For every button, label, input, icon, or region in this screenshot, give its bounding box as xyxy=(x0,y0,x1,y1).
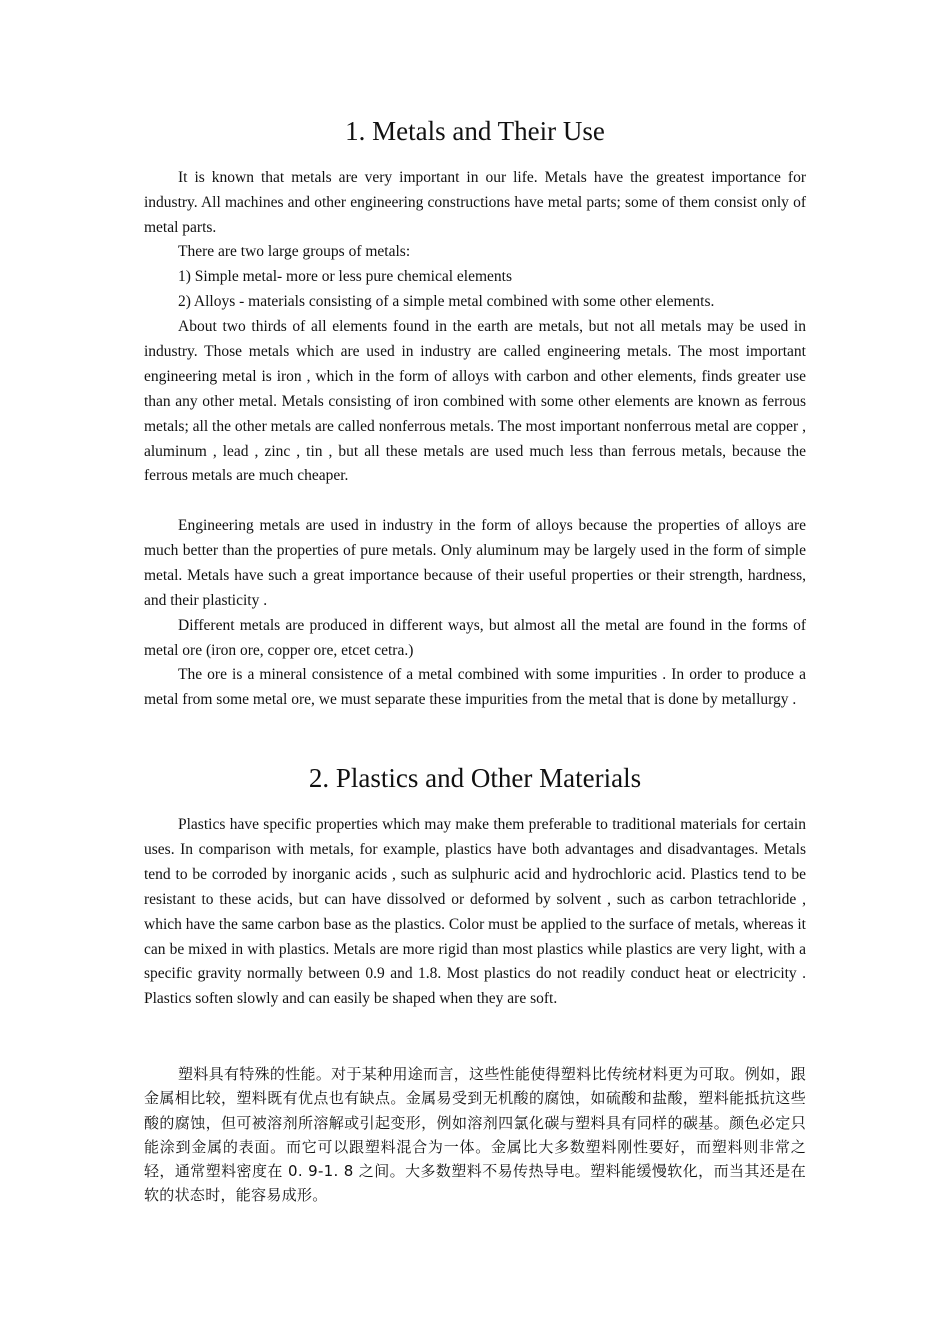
section-2-chinese-paragraph: 塑料具有特殊的性能。对于某种用途而言，这些性能使得塑料比传统材料更为可取。例如，跟金属相比较，塑料既有优点也有缺点。金属易受到无机酸的腐蚀，如硫酸和盐酸，塑料能抵抗这些酸的腐蚀，但可被溶剂所溶解或引起变形，例如溶剂四氯化碳与塑料具有同样的碳基。颜色必定只能涂到金属的表面。而它可以跟塑料混合为一体。金属比大多数塑料刚性要好，而塑料则非常之轻，通常塑料密度在 0. 9-1. 8 之间。大多数塑料不易传热导电。塑料能缓慢软化，而当其还是在软的状态时，能容易成形。 xyxy=(144,1065,806,1205)
section-1-paragraph-6: Engineering metals are used in industry in the form of alloys because the properties of alloys are much better than the properties of pure metals. Only aluminum may be largely used in the form of simple metal. Metals have such a great importance because of their useful properties or their strength, hardness, and their plasticity . xyxy=(144,517,806,609)
section-1-paragraph-7: Different metals are produced in different ways, but almost all the metal are found in the forms of metal ore (iron ore, copper ore, etcet cetra.) xyxy=(144,617,806,659)
section-1-paragraph-1: It is known that metals are very important in our life. Metals have the greatest importance for industry. All machines and other engineering constructions have metal parts; some of them consist only of metal parts. xyxy=(144,169,806,236)
section-1-paragraph-8: The ore is a mineral consistence of a metal combined with some impurities . In order to produce a metal from some metal ore, we must separate these impurities from the metal that is done by metallurgy . xyxy=(144,666,806,708)
section-1-paragraph-5: About two thirds of all elements found in the earth are metals, but not all metals may be used in industry. Those metals which are used in industry are called engineering metals. The most important engineering metal is iron , which in the form of alloys with carbon and other elements, finds greater use than any other metal. Metals consisting of iron combined with some other elements are known as ferrous metals; all the other metals are called nonferrous metals. The most important nonferrous metal are copper , aluminum , lead , zinc , tin , but all these metals are used much less than ferrous metals, because the ferrous metals are much cheaper. xyxy=(144,318,806,485)
section-1-paragraph-2: There are two large groups of metals: xyxy=(178,243,411,260)
section-1-list-item-2: 2) Alloys - materials consisting of a simple metal combined with some other elements. xyxy=(178,293,715,310)
section-2-title: 2. Plastics and Other Materials xyxy=(308,763,642,793)
section-1-title: 1. Metals and Their Use xyxy=(345,116,605,146)
section-2-paragraph-1: Plastics have specific properties which may make them preferable to traditional materials for certain uses. In comparison with metals, for example, plastics have both advantages and disadvantages. Metals tend to be corroded by inorganic acids , such as sulphuric acid and hydrochloric acid. Plastics tend to be resistant to these acids, but can have dissolved or deformed by solvent , such as carbon tetrachloride , which have the same carbon base as the plastics. Color must be applied to the surface of metals, whereas it can be mixed in with plastics. Metals are more rigid than most plastics while plastics are very light, with a specific gravity normally between 0.9 and 1.8. Most plastics do not readily conduct heat or electricity . Plastics soften slowly and can easily be shaped when they are soft. xyxy=(144,816,806,1008)
section-1-list-item-1: 1) Simple metal- more or less pure chemical elements xyxy=(178,268,512,285)
